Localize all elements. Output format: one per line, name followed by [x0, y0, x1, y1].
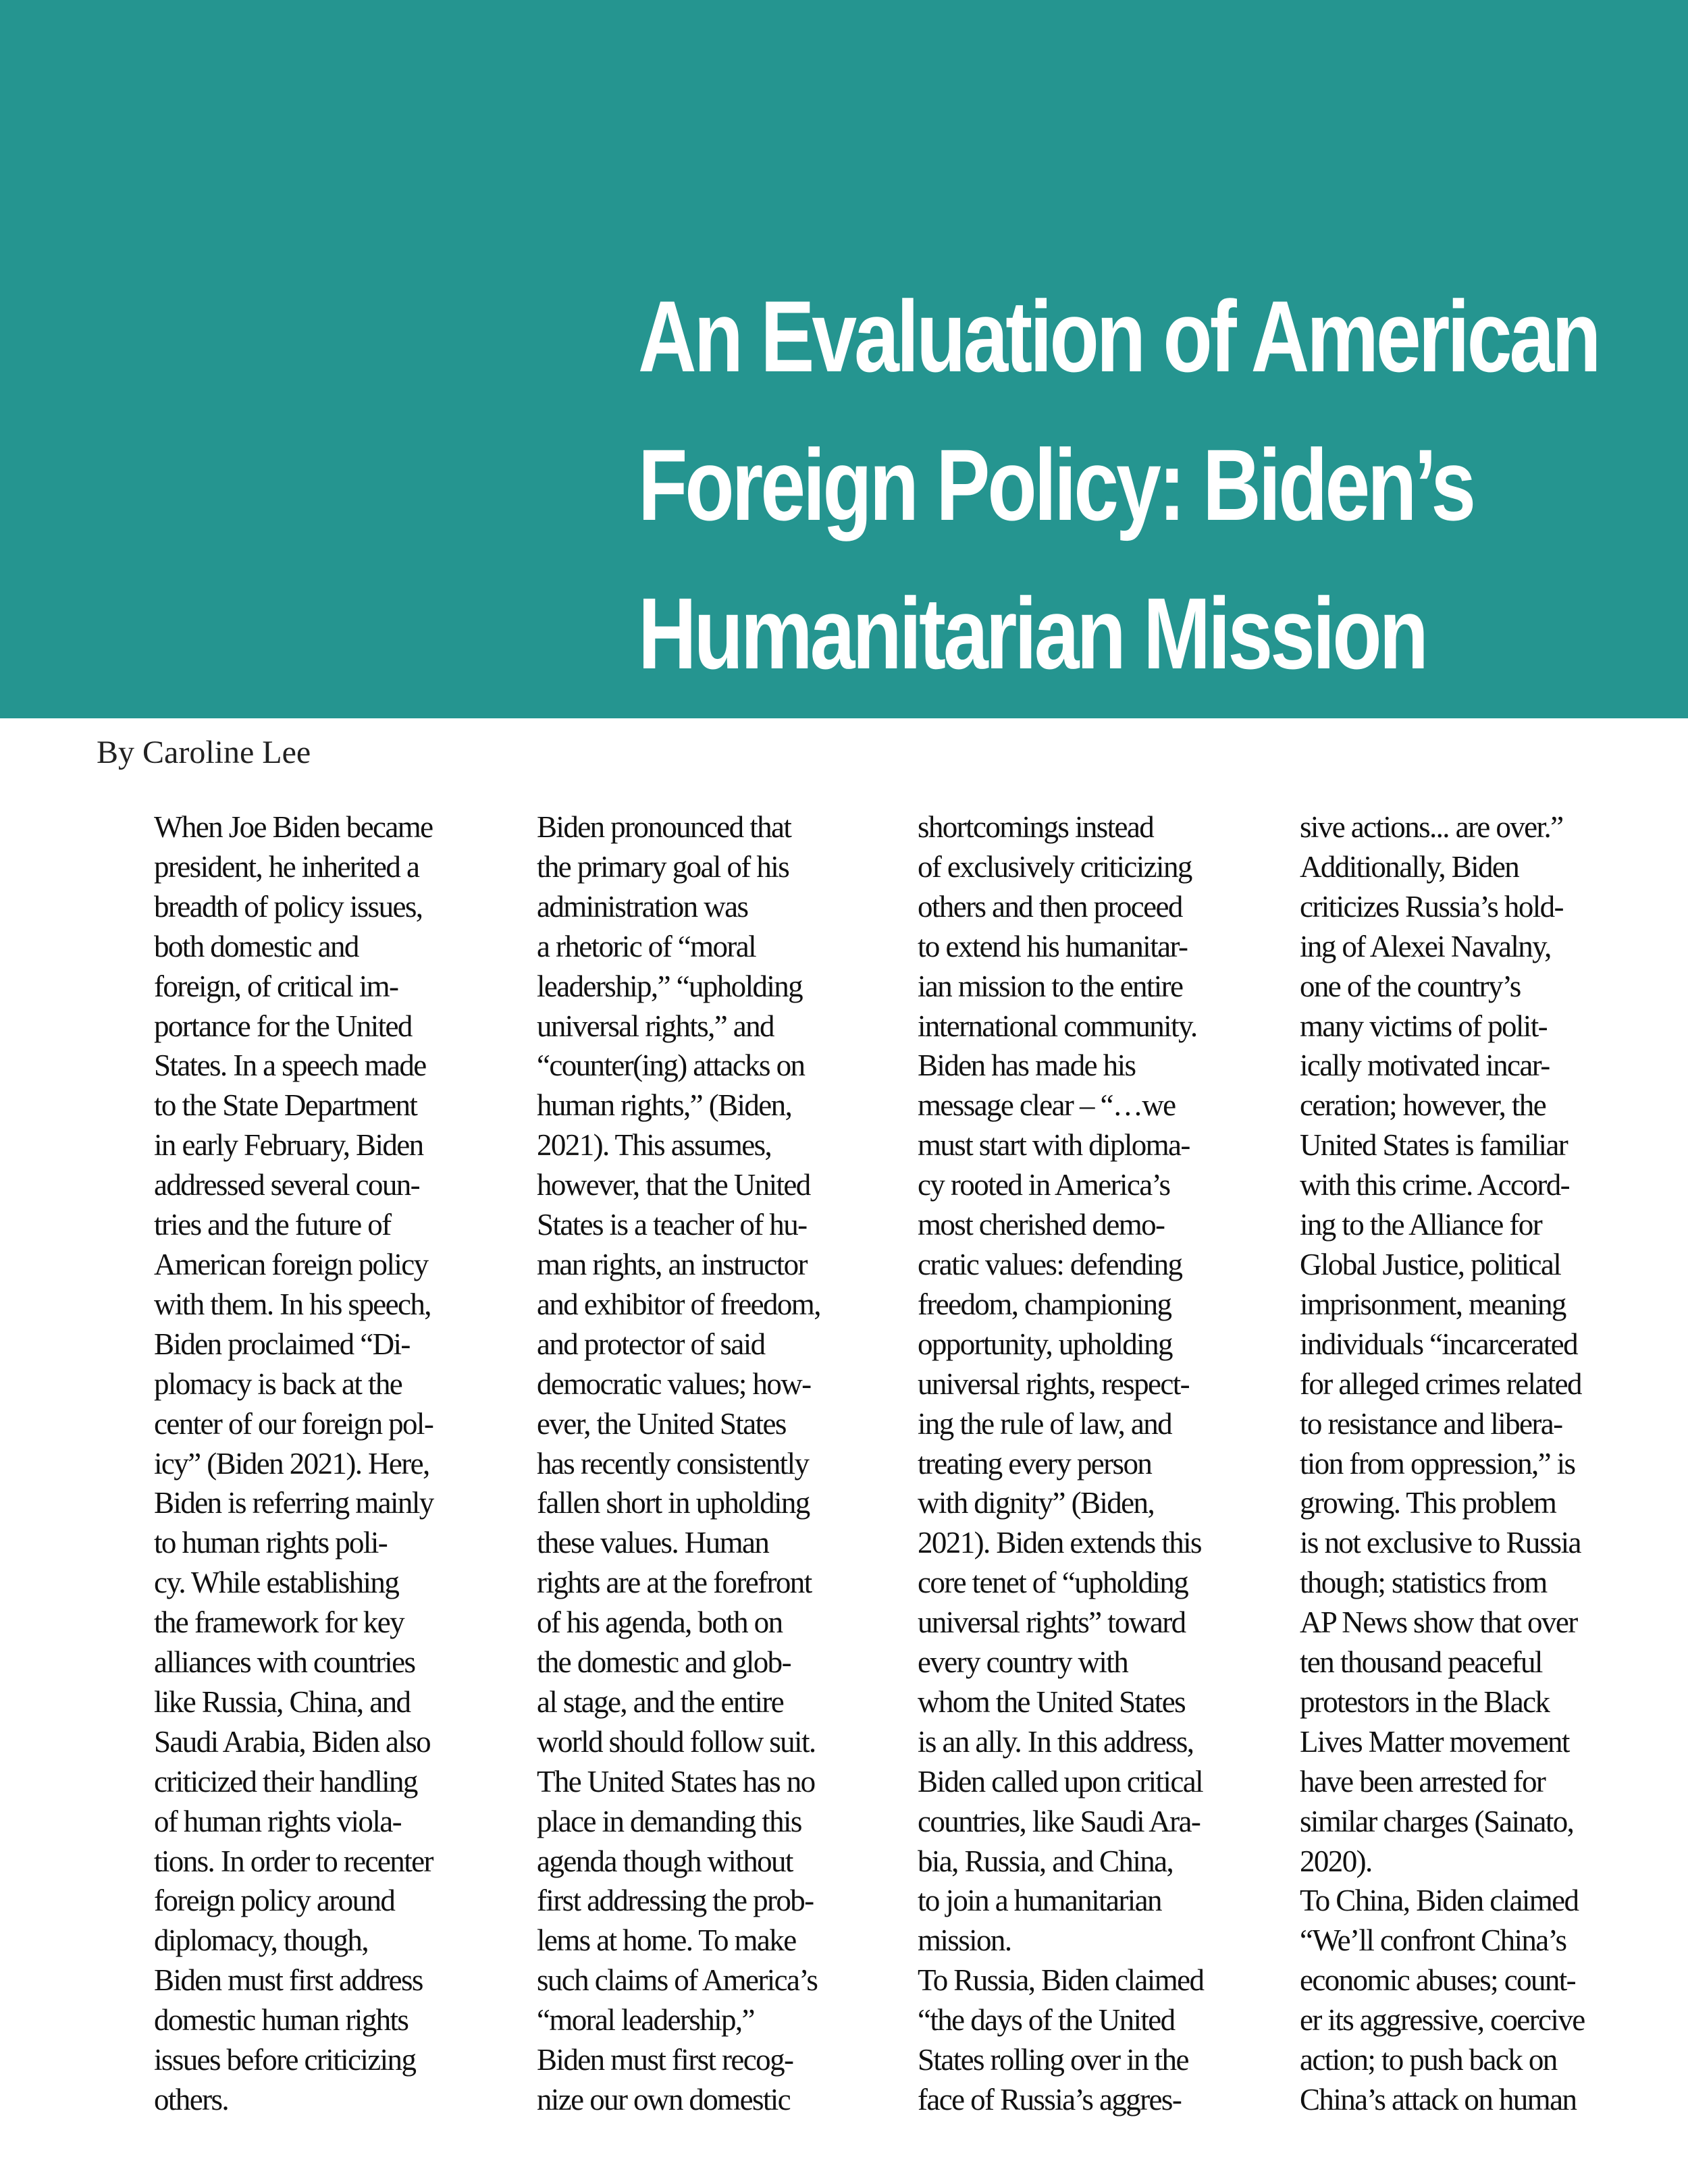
body-text-line: democratic values; how-	[537, 1366, 811, 1401]
body-text-line: States. In a speech made	[154, 1048, 426, 1083]
body-text-line: Saudi Arabia, Biden also	[154, 1724, 431, 1759]
body-text-line: many victims of polit-	[1300, 1009, 1547, 1043]
body-text-line: core tenet of “upholding	[918, 1566, 1188, 1600]
title-line: An Evaluation of American	[638, 279, 1599, 393]
body-text-line: Biden must first recog-	[537, 2043, 793, 2077]
text-column-4	[1300, 807, 1651, 2120]
text-column-1	[154, 807, 505, 2120]
body-text-line: center of our foreign pol-	[154, 1406, 433, 1441]
body-text-line: in early February, Biden	[154, 1128, 423, 1163]
body-text-line: Biden has made his	[918, 1048, 1136, 1083]
body-text-line: to the State Department	[154, 1088, 417, 1123]
body-text-line: nize our own domestic	[537, 2083, 791, 2116]
body-text-line: Global Justice, political	[1300, 1247, 1561, 1281]
body-text-line: with dignity” (Biden,	[918, 1486, 1155, 1520]
body-text-line: administration was	[537, 889, 748, 924]
body-text-line: ceration; however, the	[1300, 1088, 1546, 1123]
body-text-line: opportunity, upholding	[918, 1327, 1172, 1361]
body-text-line: Biden must first address	[154, 1963, 423, 1998]
body-text-line: a rhetoric of “moral	[537, 929, 756, 963]
body-text-line: action; to push back on	[1300, 2043, 1557, 2077]
body-text-line: The United States has no	[537, 1764, 815, 1799]
text-column-3	[918, 807, 1269, 2120]
body-text-line: Lives Matter movement	[1300, 1724, 1569, 1759]
body-text-line: mission.	[918, 1923, 1011, 1958]
body-text-line: to human rights poli-	[154, 1526, 388, 1560]
body-text-line: though; statistics from	[1300, 1566, 1547, 1600]
body-text-line: growing. This problem	[1300, 1486, 1556, 1520]
body-text-line: however, that the United	[537, 1168, 810, 1202]
body-text-line: every country with	[918, 1645, 1128, 1680]
body-text-line: States is a teacher of hu-	[537, 1208, 807, 1242]
title-line: Foreign Policy: Biden’s	[638, 428, 1474, 541]
title-line: Humanitarian Mission	[638, 577, 1426, 690]
body-text-line: When Joe Biden became	[154, 810, 433, 844]
body-text-line: diplomacy, though,	[154, 1923, 368, 1958]
body-text-line: plomacy is back at the	[154, 1366, 402, 1401]
body-text-line: bia, Russia, and China,	[918, 1844, 1173, 1878]
body-text-line: “the days of the United	[918, 2003, 1175, 2037]
body-text-line: Additionally, Biden	[1300, 849, 1519, 884]
body-text-line: tion from oppression,” is	[1300, 1446, 1575, 1481]
body-text-line: States rolling over in the	[918, 2043, 1188, 2077]
body-text-line: to join a humanitarian	[918, 1884, 1161, 1918]
body-text-line: issues before criticizing	[154, 2043, 416, 2077]
body-text-line: sive actions... are over.”	[1300, 810, 1563, 844]
body-text-line: economic abuses; count-	[1300, 1963, 1576, 1998]
body-text-line: to resistance and libera-	[1300, 1406, 1562, 1441]
body-text-line: has recently consistently	[537, 1446, 809, 1481]
body-text-line: Biden called upon critical	[918, 1764, 1203, 1799]
body-text-line: “We’ll confront China’s	[1300, 1923, 1566, 1958]
body-text-line: fallen short in upholding	[537, 1486, 810, 1520]
body-text-line: world should follow suit.	[537, 1724, 816, 1759]
body-text-line: man rights, an instructor	[537, 1247, 807, 1281]
body-text-line: ian mission to the entire	[918, 969, 1183, 1003]
body-text-line: “moral leadership,”	[537, 2003, 754, 2037]
body-text-line: one of the country’s	[1300, 969, 1521, 1003]
body-text-line: tries and the future of	[154, 1208, 391, 1242]
body-text-line: the framework for key	[154, 1605, 404, 1640]
body-text-line: ing of Alexei Navalny,	[1300, 929, 1551, 963]
body-text-line: er its aggressive, coercive	[1300, 2003, 1585, 2037]
body-text-line: 2021). Biden extends this	[918, 1526, 1201, 1560]
body-text-line: protestors in the Black	[1300, 1684, 1550, 1719]
body-text-line: 2021). This assumes,	[537, 1128, 772, 1163]
body-text-line: such claims of America’s	[537, 1963, 818, 1998]
body-text-line: similar charges (Sainato,	[1300, 1804, 1574, 1838]
body-text-line: human rights,” (Biden,	[537, 1088, 792, 1123]
body-text-line: To Russia, Biden claimed	[918, 1963, 1204, 1998]
body-text-line: cy. While establishing	[154, 1566, 399, 1600]
body-text-line: must start with diploma-	[918, 1128, 1190, 1163]
body-text-line: AP News show that over	[1300, 1605, 1577, 1640]
body-text-line: addressed several coun-	[154, 1168, 420, 1202]
body-text-line: imprisonment, meaning	[1300, 1287, 1566, 1321]
body-text-line: Biden proclaimed “Di-	[154, 1327, 410, 1361]
body-text-line: domestic human rights	[154, 2003, 408, 2037]
body-text-line: Biden pronounced that	[537, 810, 791, 844]
body-text-line: 2020).	[1300, 1844, 1372, 1878]
body-text-line: and protector of said	[537, 1327, 765, 1361]
body-text-line: and exhibitor of freedom,	[537, 1287, 820, 1321]
body-text-line: with them. In his speech,	[154, 1287, 431, 1321]
body-text-line: like Russia, China, and	[154, 1684, 411, 1719]
body-text-line: icy” (Biden 2021). Here,	[154, 1446, 429, 1481]
body-text-line: foreign, of critical im-	[154, 969, 398, 1003]
body-text-line: ically motivated incar-	[1300, 1048, 1550, 1083]
body-text-line: China’s attack on human	[1300, 2083, 1577, 2116]
body-text-line: have been arrested for	[1300, 1764, 1546, 1799]
body-text-line: cratic values: defending	[918, 1247, 1182, 1281]
body-text-line: leadership,” “upholding	[537, 969, 803, 1003]
body-text-line: rights are at the forefront	[537, 1566, 812, 1600]
body-text-line: criticized their handling	[154, 1764, 417, 1799]
body-text-line: ever, the United States	[537, 1406, 786, 1441]
body-text-line: individuals “incarcerated	[1300, 1327, 1578, 1361]
body-text-line: countries, like Saudi Ara-	[918, 1804, 1201, 1838]
body-text-line: alliances with countries	[154, 1645, 415, 1680]
body-text-line: these values. Human	[537, 1526, 769, 1560]
body-text-line: cy rooted in America’s	[918, 1168, 1170, 1202]
body-text-line: United States is familiar	[1300, 1128, 1568, 1163]
body-text-line: international community.	[918, 1009, 1197, 1043]
body-text-line: of exclusively criticizing	[918, 849, 1192, 884]
body-text-line: breadth of policy issues,	[154, 889, 423, 924]
body-text-line: president, he inherited a	[154, 849, 419, 884]
body-text-line: universal rights” toward	[918, 1605, 1186, 1640]
body-text-line: the primary goal of his	[537, 849, 789, 884]
body-text-line: ing to the Alliance for	[1300, 1208, 1542, 1242]
body-text-line: universal rights, respect-	[918, 1366, 1190, 1401]
body-text-line: Biden is referring mainly	[154, 1486, 433, 1520]
body-text-line: lems at home. To make	[537, 1923, 796, 1958]
body-text-line: with this crime. Accord-	[1300, 1168, 1569, 1202]
body-text-line: first addressing the prob-	[537, 1884, 814, 1918]
body-text-line: others.	[154, 2083, 229, 2116]
body-text-line: ten thousand peaceful	[1300, 1645, 1542, 1680]
body-text-line: al stage, and the entire	[537, 1684, 784, 1719]
body-text-line: universal rights,” and	[537, 1009, 774, 1043]
body-text-line: is an ally. In this address,	[918, 1724, 1194, 1759]
body-text-line: portance for the United	[154, 1009, 412, 1043]
body-text-line: message clear – “…we	[918, 1088, 1176, 1123]
body-text-line: whom the United States	[918, 1684, 1185, 1719]
text-column-2	[537, 807, 888, 2120]
body-text-line: of human rights viola-	[154, 1804, 401, 1838]
body-text-line: face of Russia’s aggres-	[918, 2083, 1182, 2116]
body-text-line: tions. In order to recenter	[154, 1844, 433, 1878]
byline: By Caroline Lee	[97, 735, 311, 770]
body-text-line: place in demanding this	[537, 1804, 801, 1838]
body-text-line: for alleged crimes related	[1300, 1366, 1581, 1401]
body-text-line: American foreign policy	[154, 1247, 428, 1281]
body-text-line: is not exclusive to Russia	[1300, 1526, 1581, 1560]
body-text-line: of his agenda, both on	[537, 1605, 783, 1640]
body-text-line: the domestic and glob-	[537, 1645, 791, 1680]
body-text-line: most cherished demo-	[918, 1208, 1165, 1242]
body-text-line: both domestic and	[154, 929, 359, 963]
body-text-line: others and then proceed	[918, 889, 1182, 924]
body-text-line: To China, Biden claimed	[1300, 1884, 1579, 1918]
article-title	[638, 262, 1599, 708]
body-text-line: shortcomings instead	[918, 810, 1154, 844]
body-text-line: “counter(ing) attacks on	[537, 1048, 805, 1083]
body-text-line: freedom, championing	[918, 1287, 1171, 1321]
body-text-line: to extend his humanitar-	[918, 929, 1188, 963]
body-text-line: foreign policy around	[154, 1884, 395, 1918]
body-text-line: criticizes Russia’s hold-	[1300, 889, 1563, 924]
body-text-line: treating every person	[918, 1446, 1152, 1481]
body-text-line: agenda though without	[537, 1844, 793, 1878]
body-text-line: ing the rule of law, and	[918, 1406, 1172, 1441]
